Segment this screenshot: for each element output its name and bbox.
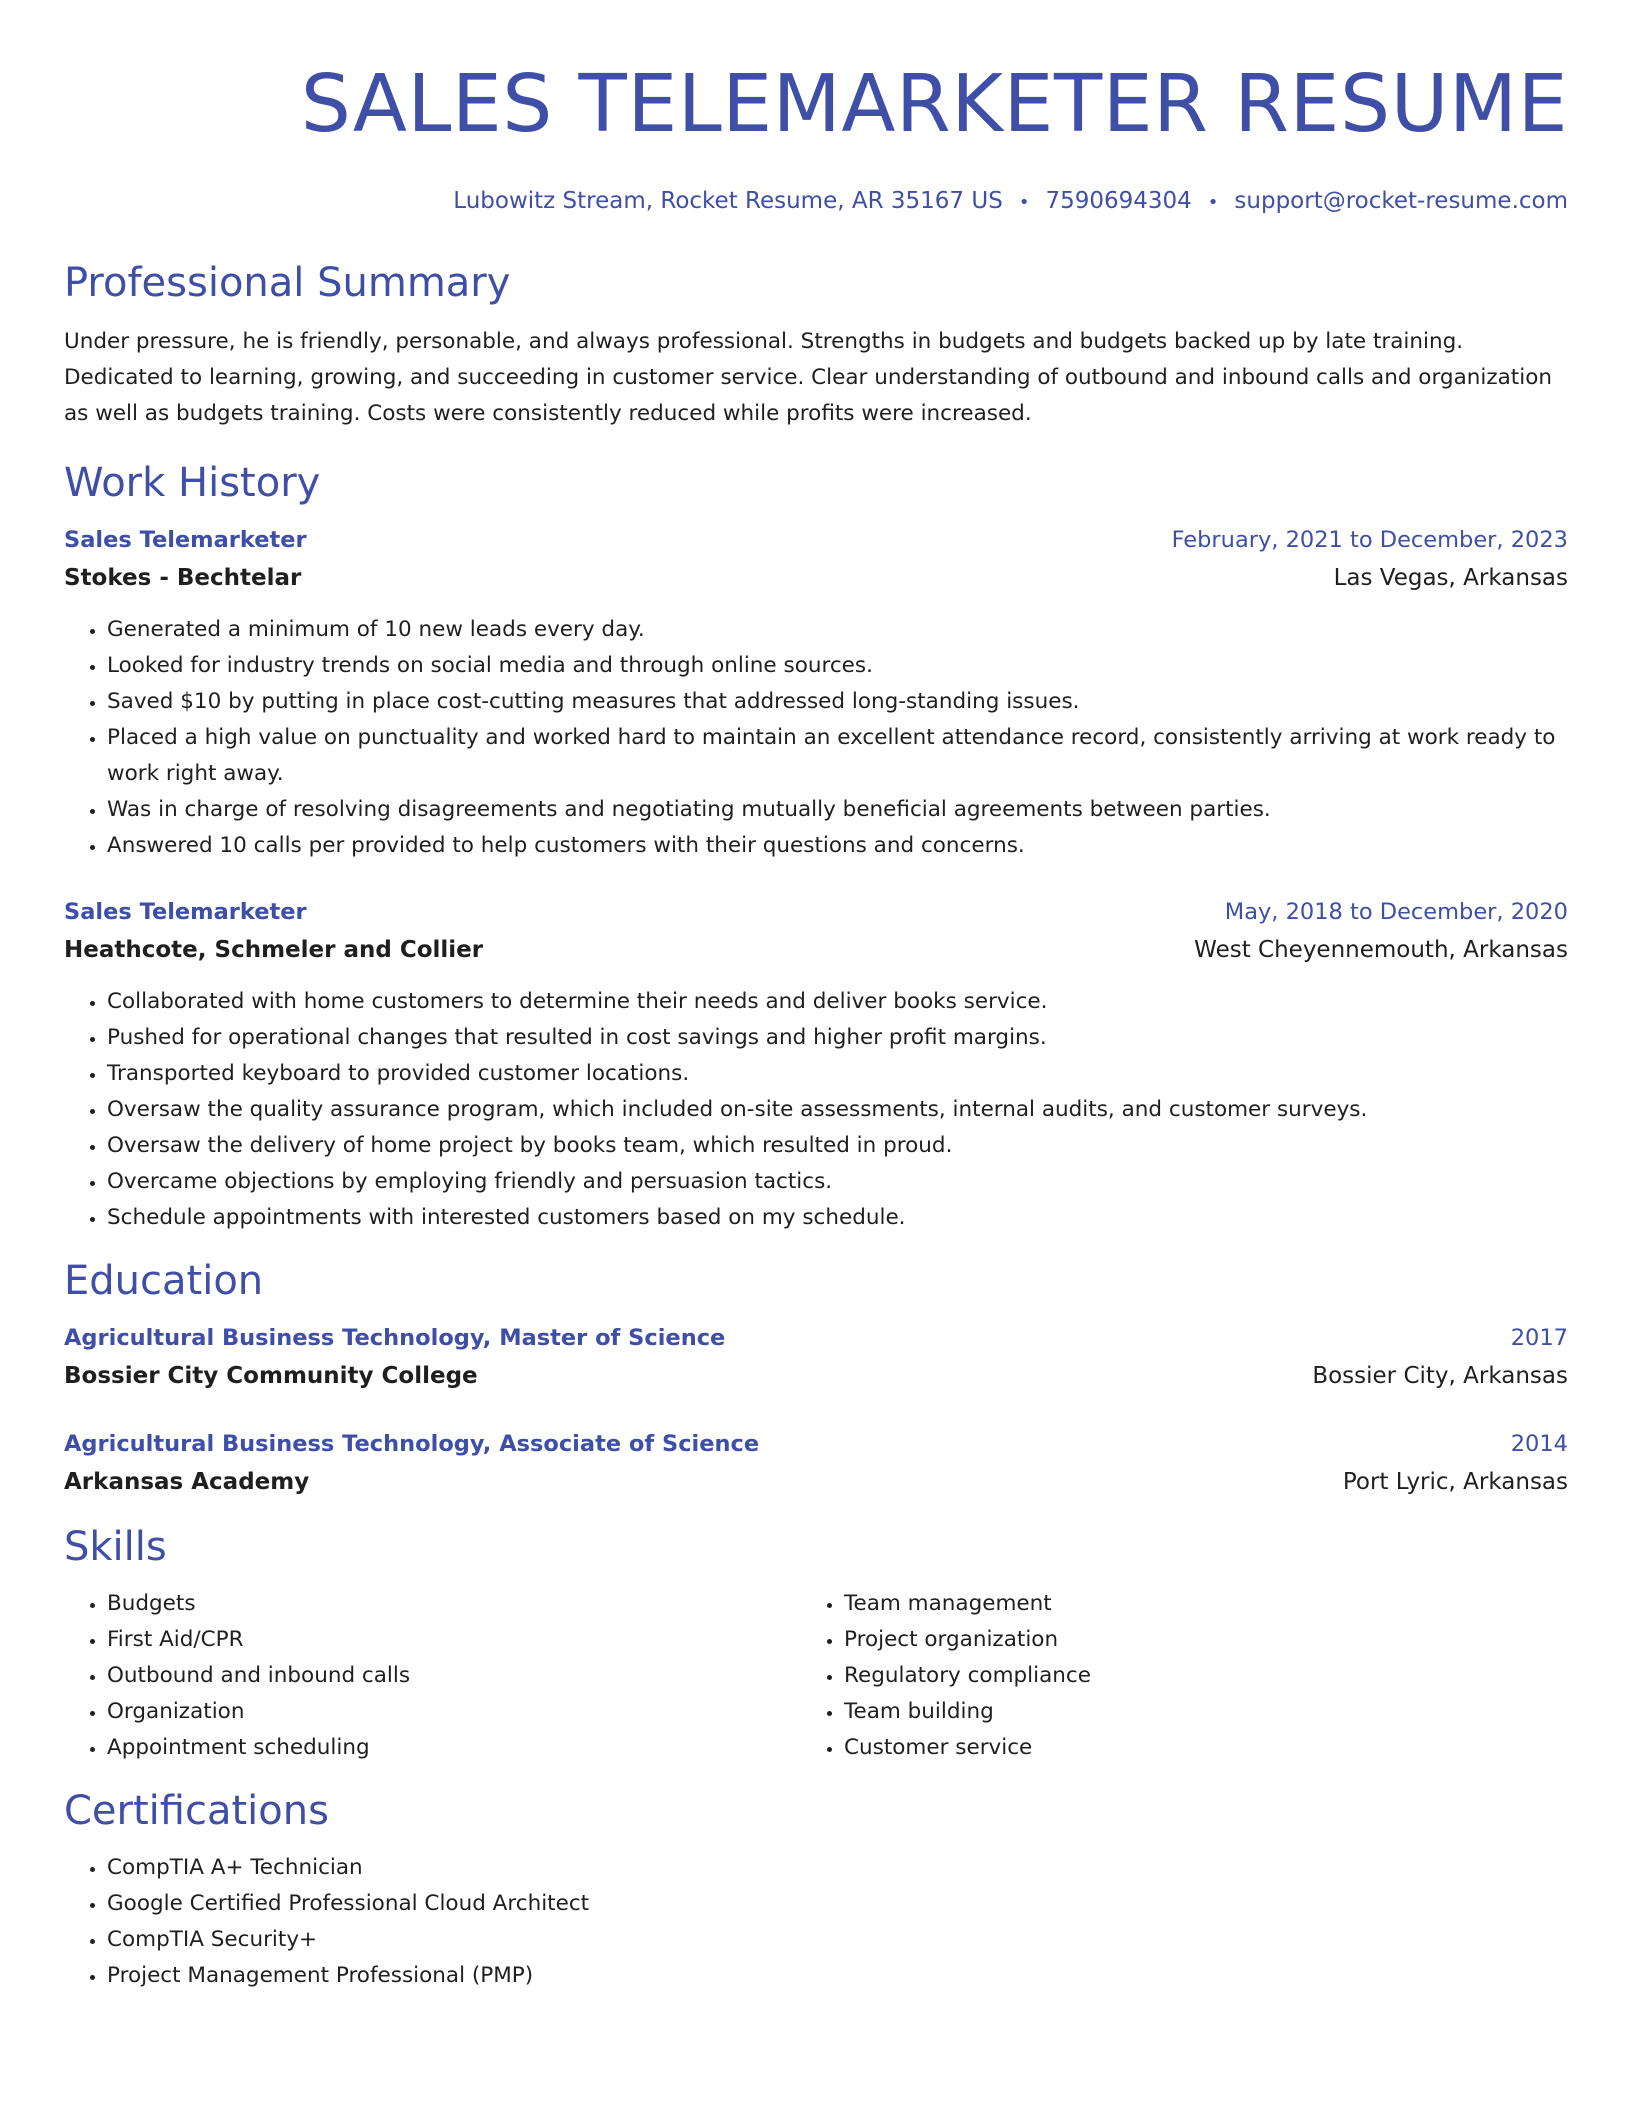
- job-bullet: • Answered 10 calls per provided to help customers with their questions and concerns.: [107, 828, 1568, 864]
- skills-column-2: [801, 1586, 1501, 1766]
- job-bullet: • Placed a high value on punctuality and worked hard to maintain an excellent attendance record, consistently arriving at work ready to work right away.: [107, 720, 1568, 792]
- job-bullet: • Oversaw the quality assurance program, which included on-site assessments, internal audits, and customer surveys.: [107, 1092, 1568, 1128]
- skill-item: • Appointment scheduling: [107, 1730, 801, 1766]
- education-entry: [64, 1320, 1568, 1396]
- job-location: West Cheyennemouth, Arkansas: [1194, 937, 1568, 963]
- education-section: [64, 1256, 1568, 1502]
- certifications-section: [64, 1786, 1568, 1994]
- education-year: 2017: [1510, 1325, 1568, 1351]
- certifications-list: [64, 1850, 1568, 1994]
- job-bullet-list: [64, 984, 1568, 1236]
- job-bullet: • Overcame objections by employing friendly and persuasion tactics.: [107, 1164, 1568, 1200]
- job-entry: [64, 522, 1568, 864]
- job-bullet: • Oversaw the delivery of home project by books team, which resulted in proud.: [107, 1128, 1568, 1164]
- job-header-row: [64, 894, 1568, 930]
- job-dates: May, 2018 to December, 2020: [1224, 899, 1568, 925]
- job-company-row: [64, 558, 1568, 598]
- education-entry: [64, 1426, 1568, 1502]
- job-title: Sales Telemarketer: [64, 899, 307, 925]
- contact-line: [64, 184, 1568, 220]
- job-bullet-list: [64, 612, 1568, 864]
- education-header-row: [64, 1320, 1568, 1356]
- contact-email: support@rocket-resume.com: [1234, 188, 1568, 214]
- certification-item: • CompTIA A+ Technician: [107, 1850, 1568, 1886]
- job-company-row: [64, 930, 1568, 970]
- job-bullet: • Pushed for operational changes that resulted in cost savings and higher profit margins.: [107, 1020, 1568, 1056]
- section-title-skills: Skills: [64, 1524, 167, 1570]
- education-school-row: [64, 1462, 1568, 1502]
- skills-grid: [64, 1586, 1568, 1766]
- education-school: Arkansas Academy: [64, 1469, 310, 1495]
- education-school-row: [64, 1356, 1568, 1396]
- contact-address: Lubowitz Stream, Rocket Resume, AR 35167 US: [453, 188, 1003, 214]
- job-bullet: • Saved $10 by putting in place cost-cutting measures that addressed long-standing issues.: [107, 684, 1568, 720]
- skills-section: [64, 1522, 1568, 1766]
- job-header-row: [64, 522, 1568, 558]
- education-header-row: [64, 1426, 1568, 1462]
- section-title-work-history: Work History: [64, 460, 321, 506]
- education-degree: Agricultural Business Technology, Associate of Science: [64, 1431, 760, 1457]
- skill-item: • Customer service: [844, 1730, 1501, 1766]
- job-title: Sales Telemarketer: [64, 527, 307, 553]
- skill-item: • Outbound and inbound calls: [107, 1658, 801, 1694]
- resume-header: [64, 0, 1568, 220]
- job-company: Heathcote, Schmeler and Collier: [64, 937, 484, 963]
- certification-item: • Project Management Professional (PMP): [107, 1958, 1568, 1994]
- education-location: Bossier City, Arkansas: [1312, 1363, 1568, 1389]
- summary-text: Under pressure, he is friendly, personable, and always professional. Strengths in budgets and budgets backed up by late training. Dedicated to learning, growing, and succeeding in customer service. Clear understanding of outbound and inbound calls and organization as well as budgets training. Costs were consistently reduced while profits were increased.: [64, 329, 1552, 426]
- skill-item: • Organization: [107, 1694, 801, 1730]
- contact-separator: •: [1018, 192, 1030, 213]
- section-title-summary: Professional Summary: [64, 260, 511, 306]
- job-bullet: • Transported keyboard to provided customer locations.: [107, 1056, 1568, 1092]
- skill-item: • First Aid/CPR: [107, 1622, 801, 1658]
- job-entry: [64, 894, 1568, 1236]
- skill-item: • Team building: [844, 1694, 1501, 1730]
- contact-phone: 7590694304: [1045, 188, 1192, 214]
- section-title-certifications: Certifications: [64, 1788, 329, 1834]
- job-location: Las Vegas, Arkansas: [1333, 565, 1568, 591]
- job-dates: February, 2021 to December, 2023: [1171, 527, 1568, 553]
- contact-separator: •: [1207, 192, 1219, 213]
- section-title-education: Education: [64, 1258, 264, 1304]
- education-school: Bossier City Community College: [64, 1363, 478, 1389]
- summary-section: [64, 258, 1568, 432]
- skill-item: • Regulatory compliance: [844, 1658, 1501, 1694]
- skills-column-1: [64, 1586, 801, 1766]
- education-year: 2014: [1510, 1431, 1568, 1457]
- job-bullet: • Looked for industry trends on social media and through online sources.: [107, 648, 1568, 684]
- job-bullet: • Schedule appointments with interested customers based on my schedule.: [107, 1200, 1568, 1236]
- job-bullet: • Generated a minimum of 10 new leads every day.: [107, 612, 1568, 648]
- skill-item: • Budgets: [107, 1586, 801, 1622]
- skill-item: • Team management: [844, 1586, 1501, 1622]
- certification-item: • Google Certified Professional Cloud Architect: [107, 1886, 1568, 1922]
- education-location: Port Lyric, Arkansas: [1342, 1469, 1568, 1495]
- work-history-section: [64, 458, 1568, 1236]
- job-company: Stokes - Bechtelar: [64, 565, 302, 591]
- skill-item: • Project organization: [844, 1622, 1501, 1658]
- certification-item: • CompTIA Security+: [107, 1922, 1568, 1958]
- resume-title: SALES TELEMARKETER RESUME: [300, 58, 1568, 150]
- job-bullet: • Was in charge of resolving disagreements and negotiating mutually beneficial agreements between parties.: [107, 792, 1568, 828]
- education-degree: Agricultural Business Technology, Master of Science: [64, 1325, 726, 1351]
- job-bullet: • Collaborated with home customers to determine their needs and deliver books service.: [107, 984, 1568, 1020]
